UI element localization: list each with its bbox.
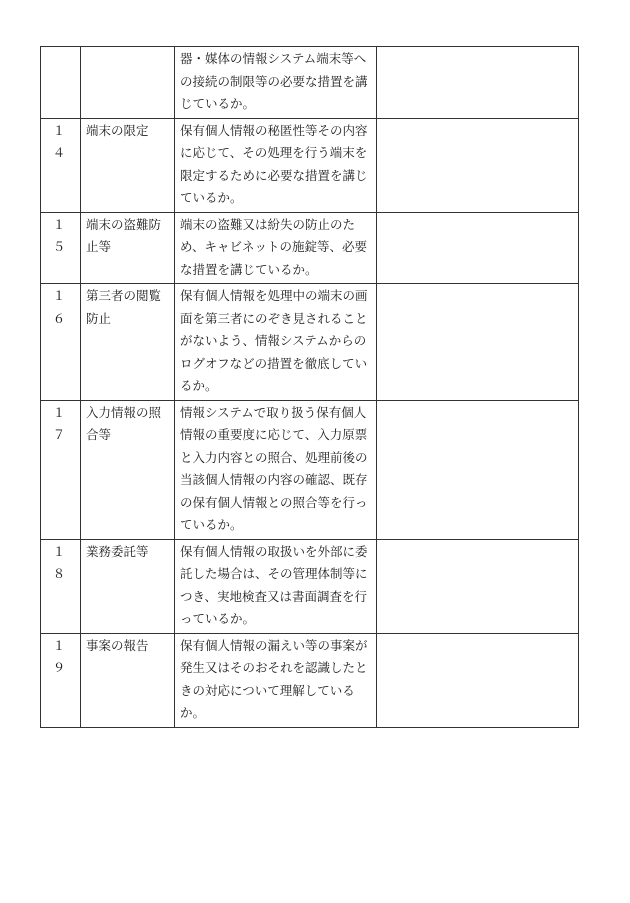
row-answer-cell[interactable]	[377, 47, 579, 119]
row-answer-cell[interactable]	[377, 284, 579, 401]
row-description: 保有個人情報の漏えい等の事案が発生又はそのおそれを認識したときの対応について理解しているか。	[175, 633, 377, 727]
table-row	[41, 284, 579, 401]
table-row	[41, 118, 579, 212]
checklist-body	[41, 47, 579, 728]
row-number: １９	[41, 633, 81, 727]
row-description: 器・媒体の情報システム端末等への接続の制限等の必要な措置を講じているか。	[175, 47, 377, 119]
row-description: 保有個人情報の取扱いを外部に委託した場合は、その管理体制等につき、実地検査又は書面調査を行っているか。	[175, 539, 377, 633]
row-item: 事案の報告	[81, 633, 175, 727]
row-item: 業務委託等	[81, 539, 175, 633]
row-answer-cell[interactable]	[377, 633, 579, 727]
row-item	[81, 47, 175, 119]
row-item: 入力情報の照合等	[81, 400, 175, 539]
table-row	[41, 400, 579, 539]
table-row	[41, 47, 579, 119]
row-description: 保有個人情報を処理中の端末の画面を第三者にのぞき見されることがないよう、情報システムからのログオフなどの措置を徹底しているか。	[175, 284, 377, 401]
row-answer-cell[interactable]	[377, 539, 579, 633]
row-answer-cell[interactable]	[377, 212, 579, 284]
row-answer-cell[interactable]	[377, 118, 579, 212]
row-number: １４	[41, 118, 81, 212]
row-number: １７	[41, 400, 81, 539]
table-row	[41, 633, 579, 727]
row-item: 第三者の閲覧防止	[81, 284, 175, 401]
table-row	[41, 539, 579, 633]
row-number	[41, 47, 81, 119]
row-number: １６	[41, 284, 81, 401]
row-description: 情報システムで取り扱う保有個人情報の重要度に応じて、入力原票と入力内容との照合、処理前後の当該個人情報の内容の確認、既存の保有個人情報との照合等を行っているか。	[175, 400, 377, 539]
table-row	[41, 212, 579, 284]
row-description: 端末の盗難又は紛失の防止のため、キャビネットの施錠等、必要な措置を講じているか。	[175, 212, 377, 284]
row-description: 保有個人情報の秘匿性等その内容に応じて、その処理を行う端末を限定するために必要な措置を講じているか。	[175, 118, 377, 212]
checklist-table	[40, 46, 579, 728]
row-answer-cell[interactable]	[377, 400, 579, 539]
row-item: 端末の限定	[81, 118, 175, 212]
row-item: 端末の盗難防止等	[81, 212, 175, 284]
row-number: １８	[41, 539, 81, 633]
row-number: １５	[41, 212, 81, 284]
